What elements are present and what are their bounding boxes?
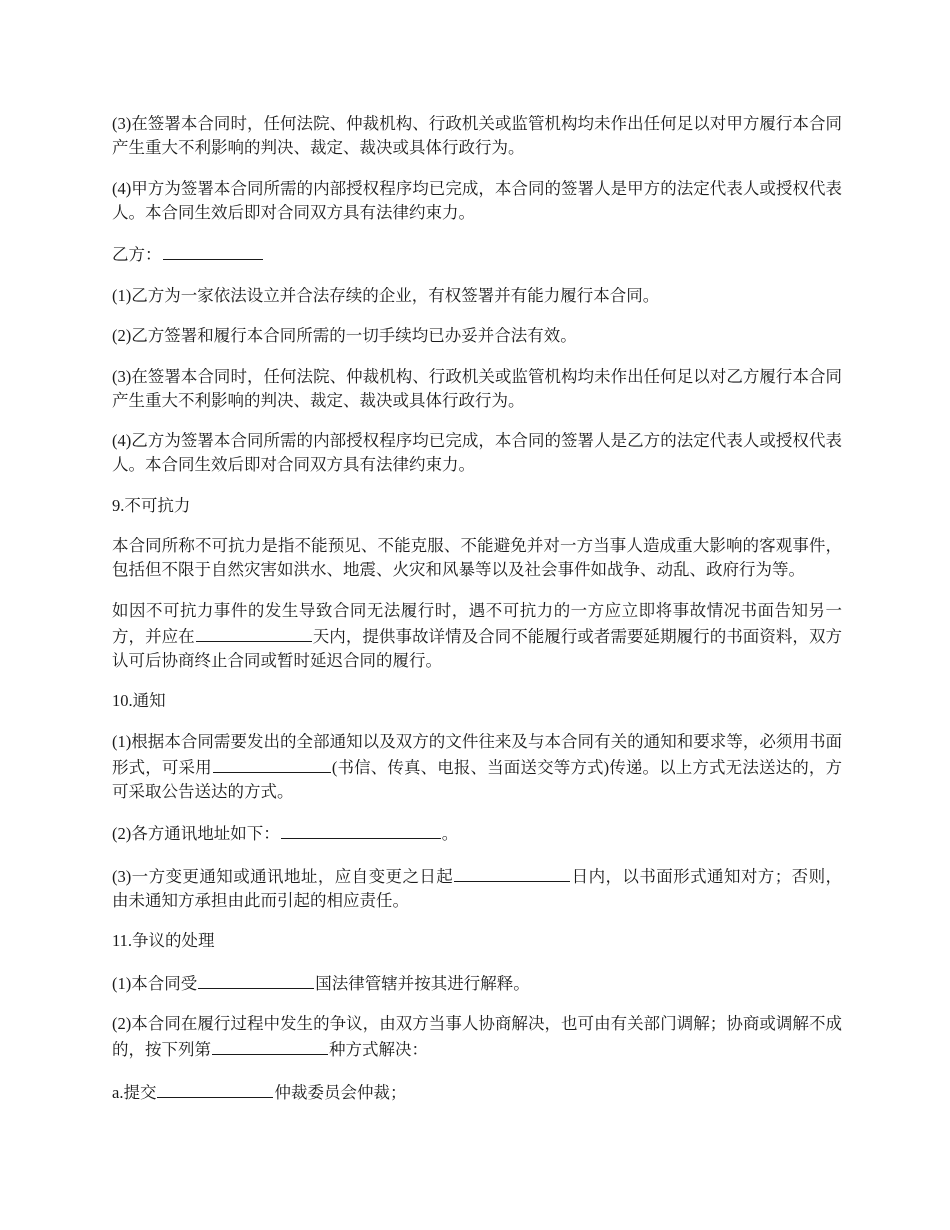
dispute-clause-2 <box>112 1012 842 1062</box>
clause-party-a-3 <box>112 112 842 160</box>
country-blank <box>198 970 314 989</box>
document-page <box>112 112 842 1121</box>
clause-text: (4)甲方为签署本合同所需的内部授权程序均已完成，本合同的签署人是甲方的法定代表人或授权代表人。本合同生效后即对合同双方具有法律约束力。 <box>112 178 842 222</box>
section-heading-dispute <box>112 929 842 953</box>
clause-text: a.提交 <box>112 1082 157 1102</box>
clause-party-b-4 <box>112 429 842 477</box>
clause-text: 如因不可抗力事件的发生导致合同无法履行时，遇不可抗力的一方应立即将事故情况书面告知另一方，并应在 <box>112 600 842 646</box>
days-blank <box>196 623 312 642</box>
clause-text: 。 <box>441 824 459 843</box>
address-blank <box>281 820 441 839</box>
party-b-label: 乙方： <box>112 245 162 264</box>
clause-party-a-4 <box>112 177 842 225</box>
clause-text: 日内，以书面形式通知对方；否则，由未通知方承担由此而引起的相应责任。 <box>112 866 842 910</box>
dispute-clause-1 <box>112 970 842 996</box>
heading-text: 10.通知 <box>112 691 166 710</box>
heading-text: 11.争议的处理 <box>112 931 215 950</box>
clause-text: 种方式解决： <box>329 1040 428 1059</box>
notice-clause-1 <box>112 730 842 804</box>
clause-party-b-1 <box>112 284 842 308</box>
clause-text: (3)在签署本合同时，任何法院、仲裁机构、行政机关或监管机构均未作出任何足以对乙方履行本合同产生重大不利影响的判决、裁定、裁决或具体行政行为。 <box>112 366 842 410</box>
clause-text: (3)一方变更通知或通讯地址，应自变更之日起 <box>112 866 454 886</box>
dispute-option-a <box>112 1079 842 1105</box>
section-heading-notice <box>112 689 842 713</box>
force-majeure-notice <box>112 599 842 673</box>
clause-party-b-3 <box>112 365 842 413</box>
clause-text: (书信、传真、电报、当面送交等方式)传递。以上方式无法送达的，方可采取公告送达的方式。 <box>112 757 842 801</box>
section-heading-force-majeure <box>112 494 842 518</box>
clause-text: 国法律管辖并按其进行解释。 <box>315 973 530 993</box>
days-blank <box>454 863 570 882</box>
clause-text: (1)本合同受 <box>112 973 198 993</box>
force-majeure-definition <box>112 534 842 582</box>
notice-clause-3 <box>112 863 842 913</box>
option-blank <box>212 1036 328 1055</box>
clause-text: 本合同所称不可抗力是指不能预见、不能克服、不能避免并对一方当事人造成重大影响的客观事件，包括但不限于自然灾害如洪水、地震、火灾和风暴等以及社会事件如战争、动乱、政府行为等。 <box>112 536 842 579</box>
party-b-blank <box>163 241 263 260</box>
clause-text: (1)根据本合同需要发出的全部通知以及双方的文件往来及与本合同有关的通知和要求等，必须用书面形式，可采用 <box>112 731 842 777</box>
clause-text: 仲裁委员会仲裁； <box>274 1082 407 1102</box>
clause-party-b-2 <box>112 324 842 348</box>
party-b-line <box>112 241 842 267</box>
heading-text: 9.不可抗力 <box>112 495 191 515</box>
clause-text: (3)在签署本合同时，任何法院、仲裁机构、行政机关或监管机构均未作出任何足以对甲方履行本合同产生重大不利影响的判决、裁定、裁决或具体行政行为。 <box>112 114 842 157</box>
arbitration-blank <box>157 1079 273 1098</box>
method-blank <box>213 754 331 773</box>
clause-text: (1)乙方为一家依法设立并合法存续的企业，有权签署并有能力履行本合同。 <box>112 285 660 305</box>
clause-text: (2)乙方签署和履行本合同所需的一切手续均已办妥并合法有效。 <box>112 326 577 345</box>
clause-text: (4)乙方为签署本合同所需的内部授权程序均已完成，本合同的签署人是乙方的法定代表人或授权代表人。本合同生效后即对合同双方具有法律约束力。 <box>112 431 842 474</box>
notice-clause-2 <box>112 820 842 846</box>
clause-text: (2)本合同在履行过程中发生的争议，由双方当事人协商解决，也可由有关部门调解；协商或调解不成的，按下列第 <box>112 1014 842 1059</box>
clause-text: 天内，提供事故详情及合同不能履行或者需要延期履行的书面资料，双方认可后协商终止合同或暂时延迟合同的履行。 <box>112 626 843 670</box>
clause-text: (2)各方通讯地址如下： <box>112 824 280 843</box>
